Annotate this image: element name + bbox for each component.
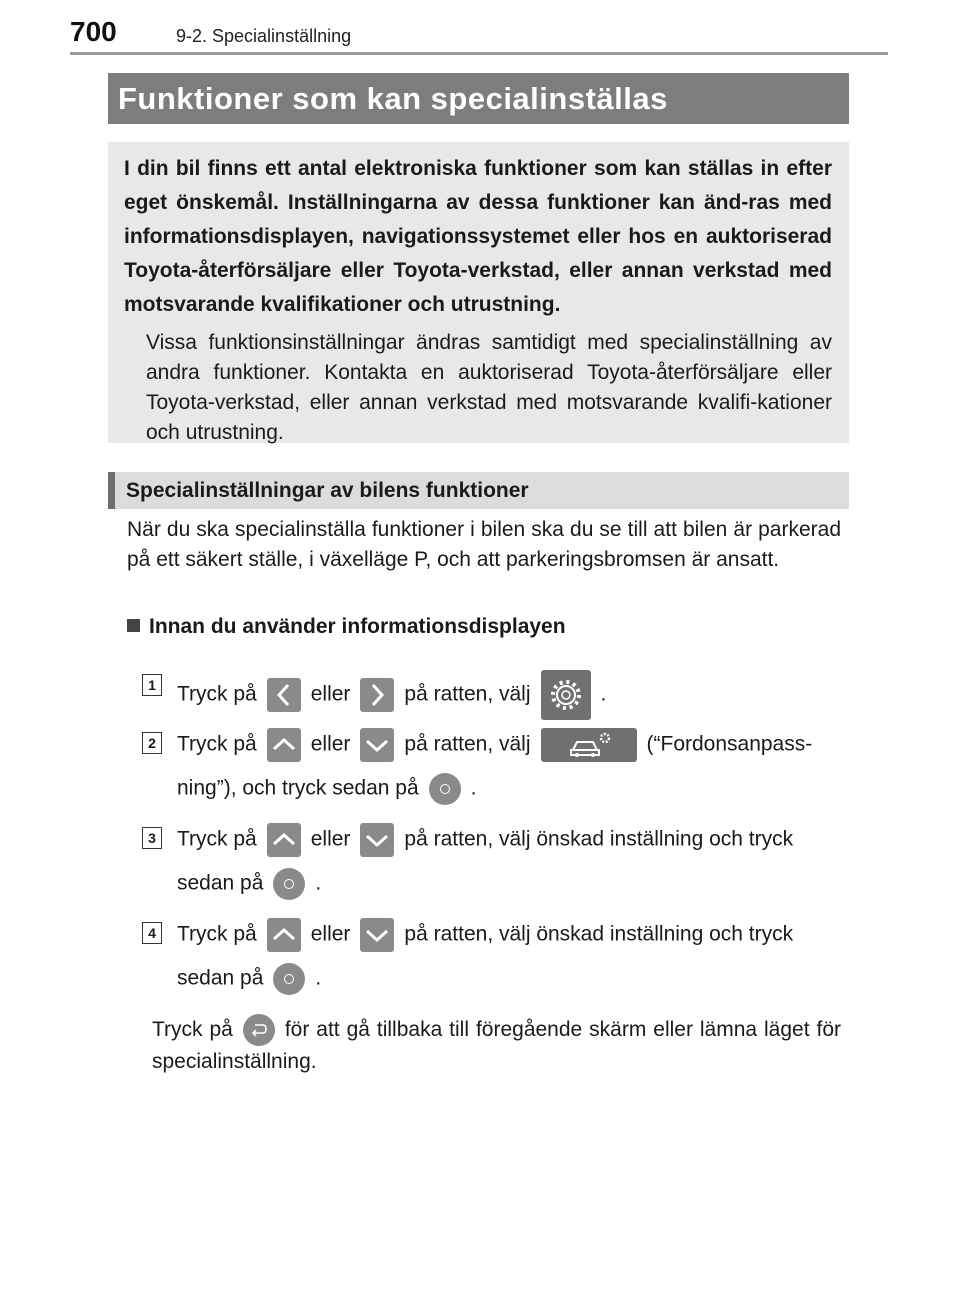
closing-note: Tryck på för att gå tillbaka till föregående skärm eller lämna läget för specialinställning. — [152, 1014, 841, 1078]
step-number: 2 — [142, 732, 162, 754]
chevron-down-icon — [360, 918, 394, 952]
step-number: 3 — [142, 827, 162, 849]
back-icon — [243, 1014, 275, 1046]
chapter-title: 9-2. Specialinställning — [176, 26, 352, 46]
section-heading-text: Innan du använder informationsdisplayen — [149, 615, 566, 638]
step-number: 4 — [142, 922, 162, 944]
parking-instruction: När du ska specialinställa funktioner i bilen ska du se till att bilen är parkerad på ett säkert ställe, i växelläge P, och att parkeringsbromsen är ansatt. — [127, 518, 841, 571]
subsection-title: Specialinställningar av bilens funktioner — [108, 472, 849, 509]
section-title: Funktioner som kan specialinställas — [108, 73, 849, 124]
gear-icon — [541, 670, 591, 720]
chevron-up-icon — [267, 823, 301, 857]
step-number: 1 — [142, 674, 162, 696]
chevron-right-icon — [360, 678, 394, 712]
ok-button-icon — [429, 773, 461, 805]
chevron-left-icon — [267, 678, 301, 712]
header-divider — [70, 52, 888, 55]
ok-button-icon — [273, 868, 305, 900]
chevron-up-icon — [267, 918, 301, 952]
page-number: 700 — [70, 16, 117, 47]
intro-bold-text: I din bil finns ett antal elektroniska funktioner som kan ställas in efter eget önskemål. Inställningarna av dessa funktioner kan änd-ras med informationsdisplayen, navigationssystemet eller hos en auktoriserad Toyota-återförsäljare eller Toyota-verkstad, eller annan verkstad med motsvarande kvalifikationer och utrustning. — [124, 157, 832, 316]
chevron-down-icon — [360, 728, 394, 762]
ok-button-icon — [273, 963, 305, 995]
chevron-down-icon — [360, 823, 394, 857]
page-header — [70, 14, 888, 54]
square-bullet-icon — [127, 619, 140, 632]
section-heading — [127, 612, 566, 642]
intro-box — [108, 142, 849, 443]
chevron-up-icon — [267, 728, 301, 762]
car-settings-icon — [541, 728, 637, 762]
intro-note-text: Vissa funktionsinställningar ändras samtidigt med specialinställning av andra funktioner. Kontakta en auktoriserad Toyota-återförsäljare eller Toyota-verkstad, eller annan verkstad med motsvarande kvalifi-kationer och utrustning. — [146, 331, 832, 444]
